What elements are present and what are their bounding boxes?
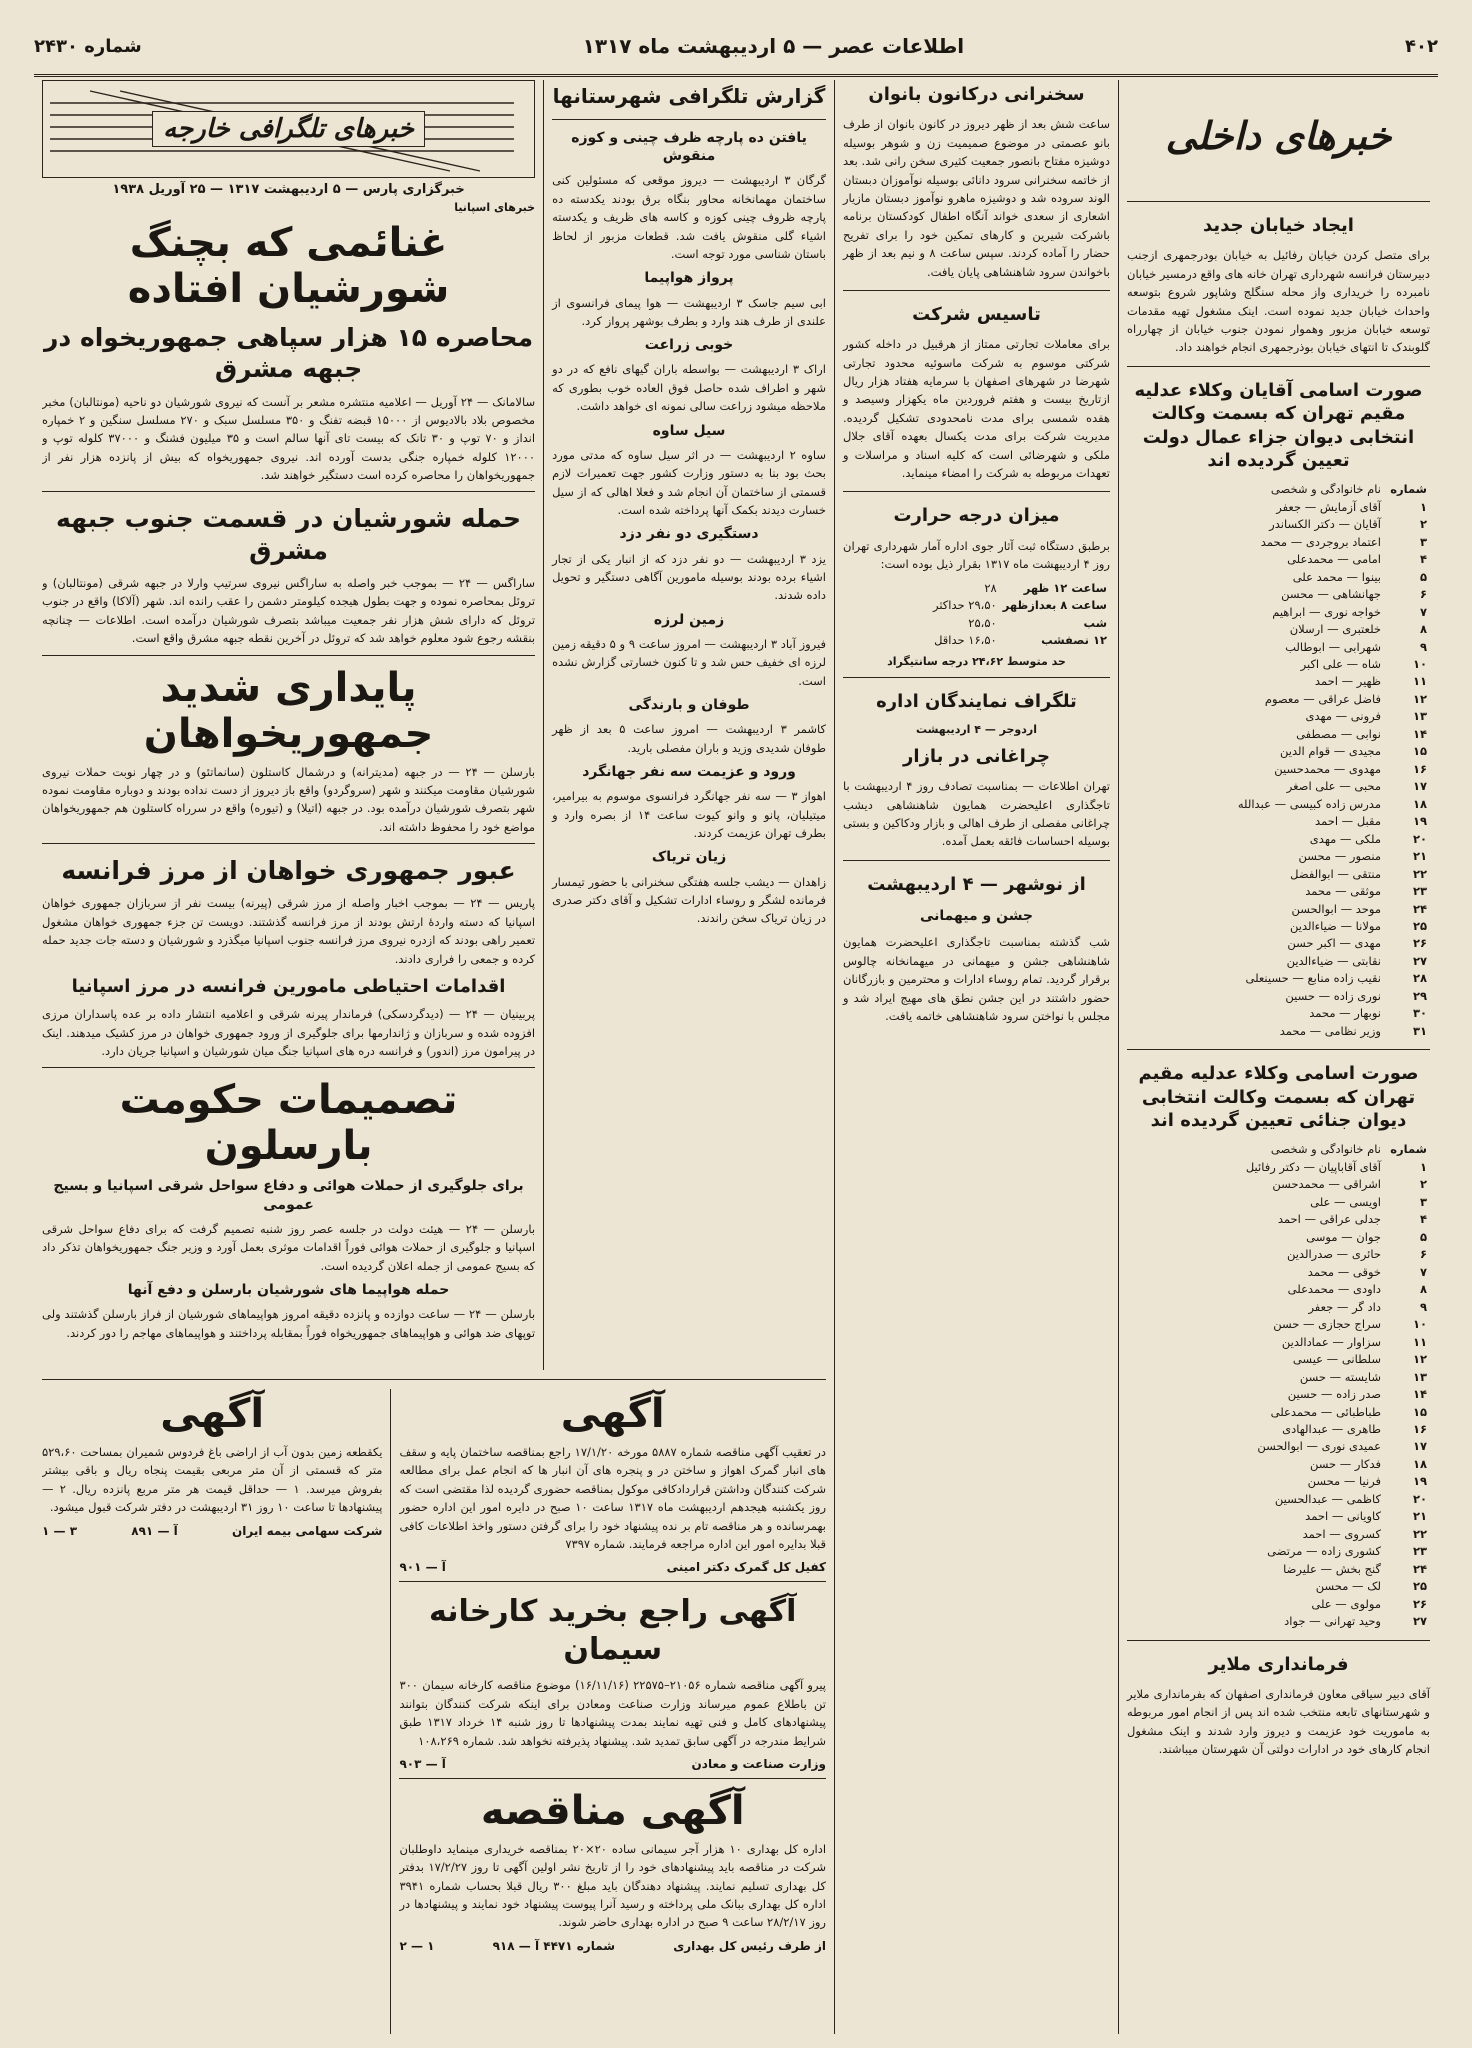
- row-number: ۷: [1419, 1264, 1427, 1279]
- row-value: آقای آزمایش — جعفر: [1276, 499, 1381, 514]
- land-ad-code: آ — ۸۹۱: [131, 1523, 178, 1538]
- tourists-title: ورود و عزیمت سه نفر جهانگرد: [582, 764, 796, 781]
- row-number: ۲۳: [1412, 1544, 1427, 1559]
- spain-section: خبرهای اسپانیا: [454, 201, 536, 214]
- header-number: شماره: [1390, 482, 1427, 497]
- row-number: ۲۸: [1412, 971, 1427, 986]
- row-value: سراج حجازی — حسن: [1273, 1317, 1381, 1332]
- company-founding-title: تاسیس شرکت: [912, 303, 1041, 325]
- table-row: [1127, 918, 1430, 935]
- table-row: [1127, 516, 1430, 533]
- row-number: ۲۷: [1412, 1614, 1427, 1629]
- row-value: اشراقی — محمدحسن: [1272, 1177, 1381, 1192]
- table-row: [1127, 1229, 1430, 1246]
- precautions-text: پربینیان — ۲۴ — (دیدگردسکی) فرماندار پیرنه شرقی و اعلامیه انتشار داده بر عده پاسداران مرزی افزوده شده و سربازان و ژاندارمها برای جلوگیری از ورود جمهوری خواهان در مرز کشیک میدهند. اینک در پیرامون مرز (اندور) و فرانسه دره های اسپانیا جنگ میان شورشیان و اسپانیا جریان دارد.: [42, 1007, 536, 1059]
- border-crossing-text: پاریس — ۲۴ — بموجب اخبار واصله از مرز شرقی (پیرنه) بیست نفر از سربازان جمهوری خواهان اسپانیا که دسته واردهٔ ارتش بودند از مرز فرانسه گذشتند. دویست تن جزء جمهوری خواهان مشغول تعمیر راهی بودند که ازدره نیروی مرز فرانسه جنوب اسپانیا میگذرد و شورشیان و دسته جات جدید حمله کرده و جمعی را فراری دادند.: [42, 896, 536, 966]
- bazaar-lights-text: تهران اطلاعات — بمناسبت تصادف روز ۴ اردیبهشت با تاجگذاری اعلیحضرت همایون شاهنشاهی دیشب چراغانی مفصلی از طرف اهالی و بازار ودکاکین و بستی بوسیله احساسات فائقه بعمل آمده.: [843, 779, 1110, 849]
- table-row: [1127, 708, 1430, 725]
- row-number: ۱۸: [1412, 796, 1427, 811]
- row-value: طاهری — عبدالهادی: [1282, 1421, 1381, 1436]
- table-row: [1127, 1264, 1430, 1281]
- thieves-title: دستگیری دو نفر دزد: [619, 526, 759, 543]
- table-row: [1127, 743, 1430, 760]
- row-value: مولانا — ضیاءالدین: [1289, 919, 1381, 934]
- row-value: ۲۵،۵۰: [968, 615, 997, 630]
- opium-title: زیان تریاک: [651, 849, 727, 866]
- table-row: [1127, 866, 1430, 883]
- resistance-headline: پایداری شدید جمهوریخواهان: [143, 664, 434, 757]
- land-ad-signature: شرکت سهامی بیمه ایران: [232, 1523, 383, 1538]
- table-row: [1127, 761, 1430, 778]
- resistance-text: بارسلن — ۲۴ — در جبهه (مدیترانه) و درشمال کاستلون (سانماتئو) و در چهار نوبت حملات نیروی شورشیان مقاومت میکنند و شهر (سروگردو) واقع باز دیروز از دست نداده بودند و دوباره مقاومت نموده شهر بتصرف شورشیان درآمده بود. در جبهه (اتیلا) و (تیوره) واقع در سرراه کاستلون هم جمهوریخواهان مواضع خود را محفوظ داشته اند.: [42, 764, 536, 834]
- row-value: نوری زاده — حسین: [1285, 988, 1381, 1003]
- saveh-flood-text: ساوه ۲ اردیبهشت — در اثر سیل ساوه که مدتی مورد بحث بود بنا به دستور وزارت کشور جهت تعمیرات لازم قسمتی از ساختمان آن انجام شد و فعلا اهالی که از سیل خسارت دیدند بکمک آنها پرداخته شده است.: [552, 447, 826, 518]
- row-number: ۲۵: [1412, 919, 1427, 934]
- row-number: ۲: [1419, 517, 1427, 532]
- row-value: مجیدی — قوام الدین: [1279, 744, 1381, 759]
- customs-ad-signature: کفیل کل گمرک دکتر امینی: [666, 1560, 826, 1575]
- table-row: [1127, 1543, 1430, 1560]
- row-value: شهرابی — ابوطالب: [1285, 639, 1381, 654]
- row-number: شب: [1083, 615, 1107, 630]
- masthead: [34, 18, 1438, 77]
- new-street-title: ایجاد خیابان جدید: [1203, 215, 1354, 236]
- table-row: [1127, 778, 1430, 795]
- row-value: عمیدی نوری — ابوالحسن: [1257, 1439, 1381, 1454]
- earthquake-text: فیروز آباد ۳ اردیبهشت — امروز ساعت ۹ و ۵ دقیقه زمین لرزه ای خفیف حس شد و تا کنون خسارتی گزارش نشده است.: [552, 636, 826, 688]
- table-row: [1127, 970, 1430, 987]
- row-value: بینوا — محمد علی: [1292, 569, 1381, 584]
- table-row: [1127, 499, 1430, 516]
- south-attack-text: ساراگس — ۲۴ — بموجب خبر واصله به ساراگس نیروی سرتیپ وارلا در جبهه شرقی (مونتالبان) و تروئل بمحاصره نموده و جهت بطول هیجده کیلومتر دشمن را عقب رانده اند. شهر (آلاکا) واقع در جنوب تروئل که دارای شش هزار نفر جمعیت میباشد بتصرف شورشیان درآمده است. اطلاعات — چنانچه بنقشه رجوع شود معلوم خواهد شد که تروئل در آخرین نقطه جبهه مشرق واقع است.: [42, 575, 536, 646]
- row-value: سلطانی — عیسی: [1292, 1352, 1381, 1367]
- row-number: ۱۹: [1412, 814, 1427, 829]
- table-row: [1127, 1299, 1430, 1316]
- table-row: [1127, 1281, 1430, 1298]
- precautions-headline: اقدامات احتیاطی مامورین فرانسه در مرز اسپانیا: [71, 975, 506, 997]
- column-wide: [34, 80, 834, 2034]
- row-value: ۱۶،۵۰ حداقل: [934, 633, 997, 647]
- siege-headline: محاصره ۱۵ هزار سپاهی جمهوریخواه در جبهه مشرق: [44, 323, 534, 384]
- women-lecture-title: سخنرانی درکانون بانوان: [868, 84, 1085, 105]
- paper-title-date: اطلاعات عصر — ۵ اردیبهشت ماه ۱۳۱۷: [582, 34, 965, 58]
- row-value: جهانشاهی — محسن: [1281, 587, 1381, 602]
- table-row: [1127, 691, 1430, 708]
- tourists-text: اهواز ۳ — سه نفر جهانگرد فرانسوی موسوم به بیرامیر، میتیلیان، پانو و وانو کیوت ساعت ۱۴ از بصره وارد و بطرف تهران عزیمت کردند.: [552, 789, 826, 841]
- customs-ad-title: آگهی: [560, 1391, 665, 1437]
- table-row: [1127, 1369, 1430, 1386]
- flight-text: ابی سیم جاسک ۳ اردیبهشت — هوا پیمای فرانسوی از علندی از طرف هند وارد و بطرف بوشهر پرواز کرد.: [552, 295, 826, 328]
- row-number: ۶: [1419, 1247, 1427, 1262]
- row-value: امامی — محمدعلی: [1287, 552, 1381, 567]
- table-row: [1127, 673, 1430, 690]
- table-row: [1127, 1211, 1430, 1228]
- lawyers-penal-table: [1127, 481, 1430, 1040]
- lawyers-criminal-title: صورت اسامی وکلاء عدلیه مقیم تهران که بسمت وکالت انتخابی دیوان جنائی تعیین گردیده اند: [1138, 1063, 1419, 1132]
- women-lecture-text: ساعت شش بعد از ظهر دیروز در کانون بانوان از طرف بانو عصمتی در موضوع صمیمیت زن و شوهر بوسیله دوشیزه مفتاح بانصور جمعیت کثیری سخن رانی شد. بعد از خاتمه سخنرانی سرود دانائی بوسیله نوآموزان دبستان الوند سروده شد و دوشیزه ماهرو نوآموز دبستان مازیار اشعاری از سعدی خواند آنگاه اطفال کودکستان برنامه باشرکت شیرین و کارهای تمکین خود را برای تفریح حضار را آماده کردند. سپس ساعت ۸ و نیم بعد از ظهر باخواندن سرود شاهنشاهی پایان یافت.: [843, 117, 1110, 279]
- row-number: ۲۰: [1412, 1491, 1427, 1506]
- table-row: [1127, 988, 1430, 1005]
- provincial-reports: [543, 80, 826, 1370]
- row-value: مهدی — اکبر حسن: [1287, 936, 1381, 951]
- row-value: کاویانی — احمد: [1305, 1509, 1381, 1524]
- foreign-news-logo: خبرهای تلگرافی خارجه: [152, 111, 425, 147]
- row-value: اویسی — علی: [1310, 1194, 1381, 1209]
- earthquake-title: زمین لرزه: [653, 611, 725, 628]
- row-value: موثقی — محمد: [1305, 884, 1381, 899]
- air-raid-headline: حمله هواپیما های شورشیان بارسلن و دفع آنها: [127, 1282, 450, 1298]
- row-number: ۱: [1419, 1159, 1427, 1174]
- row-value: داد گر — جعفر: [1308, 1299, 1381, 1314]
- row-number: ۱۶: [1412, 761, 1427, 776]
- row-number: ۲۲: [1412, 1526, 1427, 1541]
- row-number: ۳: [1419, 534, 1427, 549]
- tender-ad-signature: از طرف رئیس کل بهداری: [673, 1938, 826, 1953]
- table-header-row: [1127, 481, 1430, 498]
- table-row: [1127, 1246, 1430, 1263]
- row-number: ۳۱: [1412, 1023, 1427, 1038]
- air-raid-text: بارسلن — ۲۴ — ساعت دوازده و پانزده دقیقه امروز هواپیماهای شورشیان از فراز بارسلن گذشتند ولی توپهای ضد هوائی و هواپیماهای جمهوریخواه فوراً بمقابله پرداختند و هواپیماهای مهاجم را دور کردند.: [42, 1307, 536, 1340]
- table-row: [1127, 569, 1430, 586]
- table-row: [1127, 1194, 1430, 1211]
- row-value: محبی — علی اصغر: [1286, 779, 1381, 794]
- row-number: ۵: [1419, 569, 1427, 584]
- flight-title: پرواز هواپیما: [644, 270, 734, 287]
- row-value: مولوی — علی: [1311, 1596, 1381, 1611]
- table-row: [1127, 639, 1430, 656]
- table-row: [1127, 1159, 1430, 1176]
- ads-area: [390, 1389, 826, 2034]
- storm-text: کاشمر ۳ اردیبهشت — امروز ساعت ۵ بعد از ظهر طوفان شدیدی وزید و باران مفصلی بارید.: [552, 722, 826, 755]
- row-number: ۵: [1419, 1229, 1427, 1244]
- table-row: [1127, 1404, 1430, 1421]
- page-number: ۴۰۲: [1405, 35, 1438, 57]
- table-row: [1127, 1473, 1430, 1490]
- row-value: نقابتی — ضیاءالدین: [1286, 953, 1381, 968]
- row-number: ۲۷: [1412, 953, 1427, 968]
- malayer-title: فرمانداری ملایر: [1208, 1653, 1349, 1675]
- row-value: نوبهار — محمد: [1309, 1006, 1381, 1021]
- row-value: مدرس زاده کبیسی — عبدالله: [1237, 796, 1381, 811]
- provincial-banner: گزارش تلگرافی شهرستانها: [552, 84, 826, 108]
- row-value: گنج بخش — علیرضا: [1283, 1561, 1381, 1576]
- farming-title: خوبی زراعت: [644, 337, 734, 354]
- row-value: موحد — ابوالحسن: [1291, 901, 1381, 916]
- row-value: نقیب زاده منابع — حسینعلی: [1245, 971, 1381, 986]
- row-number: ساعت ۱۲ ظهر: [1023, 580, 1107, 595]
- table-row: [1127, 1351, 1430, 1368]
- table-row: [1127, 1596, 1430, 1613]
- row-value: لک — محسن: [1315, 1579, 1381, 1594]
- table-row: [1127, 796, 1430, 813]
- column-domestic-news: [834, 80, 1118, 2034]
- row-number: ۲: [1419, 1177, 1427, 1192]
- row-value: نوابی — مصطفی: [1296, 726, 1381, 741]
- row-number: ۲۴: [1412, 901, 1427, 916]
- row-value: کسروی — احمد: [1302, 1526, 1381, 1541]
- row-value: خوقی — محمد: [1307, 1264, 1381, 1279]
- cement-ad-code: آ — ۹۰۳: [399, 1756, 446, 1771]
- row-number: ۱۱: [1412, 674, 1427, 689]
- row-number: ۲۵: [1412, 1579, 1427, 1594]
- table-row: [1127, 935, 1430, 952]
- row-value: فاضل عراقی — معصوم: [1264, 691, 1381, 706]
- table-row: [1127, 1421, 1430, 1438]
- lawyers-criminal-table: [1127, 1141, 1430, 1630]
- row-number: ۱۵: [1412, 744, 1427, 759]
- table-row: [843, 597, 1110, 614]
- table-row: [1127, 1491, 1430, 1508]
- row-number: ۱۷: [1412, 779, 1427, 794]
- customs-ad-code: آ — ۹۰۱: [399, 1560, 446, 1575]
- row-value: وزیر نظامی — محمد: [1279, 1023, 1381, 1038]
- row-value: آقایان — دکتر الکساندر: [1269, 517, 1381, 532]
- row-number: ۱۶: [1412, 1421, 1427, 1436]
- row-number: ۲۲: [1412, 866, 1427, 881]
- table-row: [1127, 551, 1430, 568]
- table-row: [1127, 726, 1430, 743]
- row-value: کاظمی — عبدالحسین: [1274, 1491, 1381, 1506]
- bazaar-lights-title: چراغانی در بازار: [903, 745, 1050, 767]
- row-number: ۱۲: [1412, 691, 1427, 706]
- row-number: ۸: [1419, 1282, 1427, 1297]
- row-value: ملکی — مهدی: [1309, 831, 1381, 846]
- farming-text: اراک ۳ اردیبهشت — بواسطه باران گیهای نافع که در دو شهر و اطراف شده حاصل فوق العاده خوب بطوری که ملاحظه میشود زراعت سالی نمونه ای خواهد داشت.: [552, 362, 826, 414]
- table-row: [843, 632, 1110, 649]
- row-number: ۲۶: [1412, 936, 1427, 951]
- porcelain-title: یافتن ده پارچه ظرف چینی و کوزه منقوش: [571, 130, 807, 165]
- table-row: [1127, 883, 1430, 900]
- malayer-text: آقای دبیر سیاقی معاون فرمانداری اصفهان که بفرمانداری ملایر و شهرستانهای تابعه منتخب شده اند پس از انجام امور مربوطه به ماموریت خود عزیمت و دیروز وارد شدند و اینک مشغول انجام کارهای خود در ادارات دولتی آن شهرستان میباشند.: [1127, 1686, 1430, 1757]
- row-number: ۷: [1419, 604, 1427, 619]
- row-value: وحید تهرانی — جواد: [1284, 1614, 1381, 1629]
- row-number: ۱۹: [1412, 1474, 1427, 1489]
- tender-ad-code2: ۱ — ۲: [399, 1938, 435, 1953]
- table-row: [1127, 534, 1430, 551]
- table-row: [1127, 1508, 1430, 1525]
- row-number: ۱۲ نصفشب: [1041, 633, 1107, 647]
- table-row: [1127, 1438, 1430, 1455]
- saveh-flood-title: سیل ساوه: [652, 422, 726, 439]
- row-value: خواجه نوری — ابراهیم: [1272, 604, 1381, 619]
- barcelona-decisions-sub: برای جلوگیری از حملات هوائی و دفاع سواحل شرقی اسپانیا و بسیج عمومی: [53, 1178, 524, 1213]
- row-value: فرنیا — محسن: [1307, 1474, 1381, 1489]
- dateline: خبرگزاری پارس — ۵ اردیبهشت ۱۳۱۷ — ۲۵ آوریل ۱۹۳۸: [112, 182, 465, 197]
- land-ad-title: آگهی: [160, 1391, 265, 1437]
- row-value: داودی — محمدعلی: [1287, 1282, 1381, 1297]
- row-value: کشوری زاده — مرتضی: [1267, 1544, 1381, 1559]
- barcelona-decisions-headline: تصمیمات حکومت بارسلون: [119, 1077, 458, 1170]
- temperature-text: برطبق دستگاه ثبت آثار جوی اداره آمار شهرداری تهران روز ۴ اردیبهشت ماه ۱۳۱۷ بقرار ذیل بوده است:: [843, 538, 1110, 572]
- telegraph-reps-title: تلگراف نمایندگان اداره: [876, 691, 1077, 713]
- row-number: ۲۰: [1412, 831, 1427, 846]
- table-row: [1127, 621, 1430, 638]
- row-number: ۲۶: [1412, 1596, 1427, 1611]
- row-number: ۲۹: [1412, 988, 1427, 1003]
- storm-title: طوفان و بارندگی: [628, 697, 750, 714]
- row-value: شاه — علی اکبر: [1300, 656, 1381, 671]
- customs-ad-text: در تعقیب آگهی مناقصه شماره ۵۸۸۷ مورخه ۱۷/۱/۲۰ راجع بمناقصه ساختمان پایه و سقف های انبار گمرک اهواز و ساختن در و پنجره های آن انبار ها که انجام عمل برای مطالعه شرکت کنندگان وداشتن قراردادکافی موکول بمناقصه حضوری گردیده لذا مقتضی است که روز یکشنبه هیجدهم اردیبهشت ماه ۱۳۱۷ ساعت ۱۰ صبح در دایره امور این اداره حضور بهمرسانده و هر مناقصه تام بر نده پیشنهاد خود را برای گرفتن دستور واخذ اطلاعات کافی قبلا بدایره امور این اداره مراجعه فرمایند. شماره ۷۳۹۷: [399, 1445, 826, 1551]
- spoils-headline: غنائمی که بچنگ شورشیان افتاده: [127, 220, 450, 312]
- table-row: [1127, 953, 1430, 970]
- row-number: ۲۴: [1412, 1561, 1427, 1576]
- row-value: حائری — صدرالدین: [1286, 1247, 1381, 1262]
- new-street-text: برای متصل کردن خیابان رفائیل به خیابان بودرجمهری ازجنب دبیرستان فرانسه شهرداری تهران خانه های واقع درمسیر خیابان نامبرده را خریداری واز محله سنگلج وشاپور شروع بتوسعه واحداث خیابان جدید نموده است. اینک مشغول تهیه مقدمات توسعه خیابان مزبور وهموار نمودن جنوب خیابان از چهارراه گلوبندک تا انتهای خیابان بوذرجمهری انجام خواهند داد.: [1127, 248, 1430, 355]
- row-value: اعتماد بروجردی — محمد: [1260, 534, 1381, 549]
- table-row: [1127, 1023, 1430, 1040]
- row-number: ۱۰: [1412, 656, 1427, 671]
- table-row: [1127, 1005, 1430, 1022]
- row-number: ساعت ۸ بعدازظهر: [1002, 598, 1107, 613]
- row-number: ۸: [1419, 622, 1427, 637]
- table-row: [1127, 1386, 1430, 1403]
- thieves-text: یزد ۳ اردیبهشت — دو نفر دزد که از انبار یکی از تجار اشیاء برده بودند بوسیله مامورین آگاهی دستگیر و تحویل داده شدند.: [552, 551, 826, 603]
- row-number: ۴: [1419, 1212, 1427, 1227]
- row-value: ۲۹،۵۰ حداکثر: [932, 598, 997, 613]
- table-header-row: [1127, 1141, 1430, 1158]
- row-value: آقای آقاباپیان — دکتر رفائیل: [1245, 1159, 1381, 1174]
- row-number: ۱۲: [1412, 1352, 1427, 1367]
- row-value: مهدوی — محمدحسین: [1274, 761, 1381, 776]
- header-name: نام خانوادگی و شخصی: [1270, 482, 1381, 497]
- row-number: ۱: [1419, 499, 1427, 514]
- lawyers-penal-title: صورت اسامی آقایان وکلاء عدلیه مقیم تهران که بسمت وکالت انتخابی دیوان جزاء عمال دولت تعیین گردیده اند: [1134, 379, 1423, 471]
- land-ad-text: یکقطعه زمین بدون آب از اراضی باغ فردوس شمیران بمساحت ۵۲۹،۶۰ متر که قسمتی از آن متر مربعی بقیمت پنجاه ریال و باقی بیشتر بفروش میرسد. ۱ — حداقل قیمت هر متر مربع پانزده ریال. ۲ — پیشنهادها تا ساعت ۱۰ روز ۳۱ اردیبهشت در دفتر شرکت قبول میشود.: [42, 1445, 383, 1515]
- row-number: ۶: [1419, 587, 1427, 602]
- table-row: [843, 580, 1110, 597]
- row-number: ۳: [1419, 1194, 1427, 1209]
- row-number: ۳۰: [1412, 1006, 1427, 1021]
- row-value: منصور — محسن: [1298, 849, 1381, 864]
- row-number: ۹: [1419, 1299, 1427, 1314]
- header-name: نام خانوادگی و شخصی: [1270, 1142, 1381, 1157]
- land-ad-code2: ۳ — ۱: [42, 1523, 78, 1538]
- row-value: ۲۸: [984, 580, 997, 595]
- table-row: [1127, 813, 1430, 830]
- row-number: ۱۵: [1412, 1404, 1427, 1419]
- temperature-average: حد متوسط ۲۴،۶۲ درجه سانتیگراد: [887, 655, 1066, 669]
- table-row: [1127, 586, 1430, 603]
- row-value: طباطبائی — محمدعلی: [1270, 1404, 1381, 1419]
- siege-text: سالامانک — ۲۴ آوریل — اعلامیه منتشره مشعر بر آنست که نیروی شورشیان دو ناحیه (مونتالبان) مخبر مخصوص بلاد بالادیوس از ۱۵۰۰۰ قبضه تفنگ و ۳۵۰ مسلسل سبک و ۲۷۰ مسلسل سنگین و ۲ خمپاره انداز و ۷۰ توپ و ۳۰ تانک که بیست تای آنها سالم است و ۳۵ میلیون فشنگ و ۳۷۰۰۰ کلوله توپ و ۱۲۰۰۰ کلوله خمپاره جنگی بدست آورده اند. نیروی جمهوریخواه که بیش از پانزده هزار نفر از جمهوریخواهان را محاصره کرده است دستگیر خواهند شد.: [42, 394, 536, 483]
- table-row: [1127, 901, 1430, 918]
- foreign-news: [42, 80, 543, 1370]
- header-number: شماره: [1390, 1142, 1427, 1157]
- row-number: ۱۳: [1412, 1369, 1427, 1384]
- table-row: [1127, 1316, 1430, 1333]
- table-row: [1127, 1456, 1430, 1473]
- cement-ad-text: پیرو آگهی مناقصه شماره ۲۱۰۵۶–۲۲۵۷۵ (۱۶/۱۱/۱۶) موضوع مناقصه کارخانه سیمان ۳۰۰ تن باطلاع عموم میرساند وزارت صناعت ومعادن برای اینکه شرکت کنندگان بتوانند پیشنهادهای کامل و فنی تهیه نمایند بمدت پیشنهادها تا روز شنبه ۱۴ خرداد ۱۳۱۷ طبق شرایط مندرجه در آگهی سابق تمدید شد. پیشنهاد پذیرفته نخواهد شد. شماره ۱۰۸،۲۶۹: [399, 1678, 826, 1748]
- row-value: مقبل — احمد: [1315, 814, 1381, 829]
- row-number: ۱۱: [1412, 1334, 1427, 1349]
- column-domestic-list: [1118, 80, 1438, 2034]
- border-crossing-headline: عبور جمهوری خواهان از مرز فرانسه: [61, 856, 516, 886]
- row-number: ۱۳: [1412, 709, 1427, 724]
- row-value: جدلی عراقی — احمد: [1277, 1212, 1381, 1227]
- row-number: ۲۱: [1412, 1509, 1427, 1524]
- table-row: [1127, 656, 1430, 673]
- row-number: ۱۸: [1412, 1456, 1427, 1471]
- table-row: [1127, 1526, 1430, 1543]
- row-value: جوان — موسی: [1306, 1229, 1381, 1244]
- cement-ad-signature: وزارت صناعت و معادن: [691, 1756, 826, 1771]
- row-number: ۲۳: [1412, 884, 1427, 899]
- table-row: [1127, 1176, 1430, 1193]
- row-value: شایسته — حسن: [1299, 1369, 1381, 1384]
- domestic-news-logo: خبرهای داخلی: [1165, 114, 1392, 158]
- temperature-title: میزان درجه حرارت: [893, 505, 1060, 527]
- row-number: ۱۴: [1412, 726, 1427, 741]
- foreign-news-banner: [42, 80, 535, 178]
- table-row: [1127, 848, 1430, 865]
- row-number: ۱۷: [1412, 1439, 1427, 1454]
- land-ad-area: [42, 1389, 390, 2034]
- row-value: خلعتبری — ارسلان: [1289, 622, 1381, 637]
- row-value: ظهیر — احمد: [1314, 674, 1381, 689]
- table-row: [1127, 604, 1430, 621]
- nowshahr-title: از نوشهر — ۴ اردیبهشت: [867, 873, 1086, 895]
- celebration-title: جشن و میهمانی: [919, 908, 1034, 925]
- row-number: ۱۴: [1412, 1387, 1427, 1402]
- row-value: منتقی — ابوالفضل: [1290, 866, 1381, 881]
- table-row: [1127, 1613, 1430, 1630]
- row-number: ۱۰: [1412, 1317, 1427, 1332]
- temperature-table: [843, 580, 1110, 650]
- table-row: [1127, 1561, 1430, 1578]
- tender-ad-title: آگهی مناقصه: [480, 1787, 745, 1834]
- telegraph-reps-sub: اردوجر — ۴ اردیبهشت: [915, 722, 1038, 736]
- celebration-text: شب گذشته بمناسبت تاجگذاری اعلیحضرت همایون شاهنشاهی جشن و میهمانی در میهمانخانه چالوس برقرار گردید. تمام روساء ادارات و محترمین و بازرگانان حضور داشتند در این جشن نطق های مهیج ایراد شد و مجلس با نواختن سرود شاهنشاهی خاتمه یافت.: [843, 935, 1110, 1023]
- cement-ad-title: آگهی راجع بخرید کارخانه سیمان: [429, 1594, 797, 1667]
- table-row: [1127, 1578, 1430, 1595]
- tender-ad-code: شماره ۴۴۷۱ آ — ۹۱۸: [492, 1938, 616, 1953]
- company-founding-text: برای معاملات تجارتی ممتاز از هرقبیل در داخله کشور شرکتی موسوم به شرکت ماسوئیه محدود تجارتی شهرضا در شهرهای اصفهان با سرمایه هفتاد هزار ریال ازتاریخ بیست و هفتم فروردین ماه یکهزار وسیصد و هفده شمسی برای مدت نامحدودی تشکیل گردیده. مدیریت شرکت برای مدت یکسال بعهده آقای جلال ملکی و شهرضائی است که کلیه اسناد و مراسلات و تعهدات مربوطه به شرکت را امضاء مینماید.: [843, 337, 1110, 481]
- row-number: ۹: [1419, 639, 1427, 654]
- row-number: ۴: [1419, 552, 1427, 567]
- row-value: فدکار — حسن: [1310, 1456, 1381, 1471]
- table-row: [843, 615, 1110, 632]
- table-row: [1127, 831, 1430, 848]
- row-number: ۲۱: [1412, 849, 1427, 864]
- row-value: صدر زاده — حسین: [1287, 1387, 1381, 1402]
- south-attack-headline: حمله شورشیان در قسمت جنوب جبهه مشرق: [56, 504, 522, 565]
- row-value: سزاوار — عمادالدین: [1281, 1334, 1381, 1349]
- issue-number: شماره ۲۴۳۰: [34, 35, 142, 57]
- opium-text: زاهدان — دیشب جلسه هفتگی سخنرانی با حضور تیمسار فرمانده لشگر و روساء ادارات تشکیل و آقای دکتر صدری در زیان تریاک سخن راندند.: [552, 874, 826, 926]
- barcelona-decisions-text: بارسلن — ۲۴ — هیئت دولت در جلسه عصر روز شنبه تصمیم گرفت که برای دفاع سواحل شرقی اسپانیا و جلوگیری از حملات هوائی فوراً اقدامات موثری بعمل آورد و وزیر جنگ جمهوریخواهان تذکر داد که بسیج عمومی از جمله اعلان گردیده است.: [42, 1221, 536, 1273]
- tender-ad-text: اداره کل بهداری ۱۰ هزار آجر سیمانی ساده ۲۰×۲۰ بمناقصه خریداری مینماید داوطلبان شرکت در مناقصه باید پیشنهادهای خود را از تاریخ نشر اولین آگهی تا روز ۱۷/۲/۲۷ بدفتر کل بهداری تسلیم نمایند. پیشنهاد دهندگان باید مبلغ ۳۰۰ ریال قبلا بحساب شماره ۳۹۴۱ اداره کل بهداری ببانک ملی پرداخته و رسید آنرا پیوست پیشنهاد خود نمایند و پیشنهادها در روز ۲۸/۲/۱۷ ساعت ۹ صبح در اداره بهداری حاضر شوند.: [399, 1841, 826, 1930]
- table-row: [1127, 1334, 1430, 1351]
- row-value: فرونی — مهدی: [1305, 709, 1381, 724]
- porcelain-text: گرگان ۳ اردیبهشت — دیروز موقعی که مسئولین کنی ساختمان مهمانخانه محاور بنگاه برق بودند یکدسته ده پارچه ظروف چینی کوزه و کاسه های ظریف و یکدسته اشیاء گلی منقوش یافت شد. قطعات مزبور از لحاظ باستان شناسی مورد توجه است.: [552, 173, 826, 261]
